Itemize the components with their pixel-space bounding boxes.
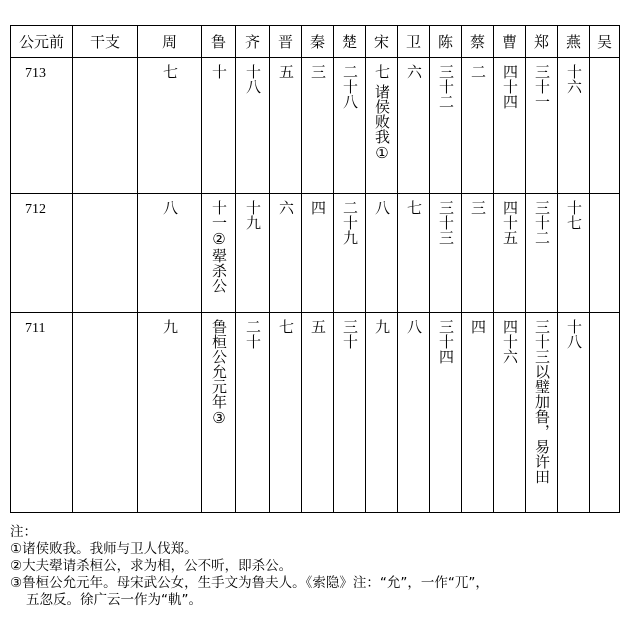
col-header-cao: 曹 xyxy=(494,26,526,58)
col-header-chu: 楚 xyxy=(334,26,366,58)
qin-cell: 三 xyxy=(302,58,334,194)
col-header-qin: 秦 xyxy=(302,26,334,58)
col-header-cai: 蔡 xyxy=(462,26,494,58)
lu-cell: 十一②翚杀公 xyxy=(202,194,236,313)
song-cell: 七 诸侯败我① xyxy=(366,58,398,194)
col-header-qi: 齐 xyxy=(236,26,270,58)
footnote-3: ③鲁桓公允元年。母宋武公女，生手文为鲁夫人。《索隐》注：“允”，一作“兀”， xyxy=(10,575,489,591)
yan-cell: 十七 xyxy=(558,194,590,313)
qi-cell: 十八 xyxy=(236,58,270,194)
chen-cell: 三十三 xyxy=(430,194,462,313)
jin-cell: 六 xyxy=(270,194,302,313)
year-cell: 712 xyxy=(11,194,73,313)
qi-cell: 二十 xyxy=(236,313,270,513)
col-header-ganzhi: 干支 xyxy=(73,26,138,58)
cao-cell: 四十六 xyxy=(494,313,526,513)
zheng-cell: 三十二 xyxy=(526,194,558,313)
col-header-song: 宋 xyxy=(366,26,398,58)
song-cell: 八 xyxy=(366,194,398,313)
qin-cell: 四 xyxy=(302,194,334,313)
col-header-zhou: 周 xyxy=(138,26,202,58)
zhou-cell: 九 xyxy=(138,313,202,513)
cai-cell: 三 xyxy=(462,194,494,313)
chu-cell: 三十 xyxy=(334,313,366,513)
zheng-cell: 三十一 xyxy=(526,58,558,194)
header-row xyxy=(11,26,620,58)
table-row xyxy=(11,194,620,313)
col-header-year: 公元前 xyxy=(11,26,73,58)
qi-cell: 十九 xyxy=(236,194,270,313)
zheng-cell: 三十三以璧加鲁，易许田 xyxy=(526,313,558,513)
wu-cell xyxy=(590,194,620,313)
ganzhi-cell xyxy=(73,58,138,194)
wu-cell xyxy=(590,313,620,513)
footnote-3-continued: 五忽反。徐广云一作为“軌”。 xyxy=(26,592,202,608)
zhou-cell: 八 xyxy=(138,194,202,313)
chronicle-table xyxy=(10,25,620,513)
chen-cell: 三十四 xyxy=(430,313,462,513)
cai-cell: 二 xyxy=(462,58,494,194)
cai-cell: 四 xyxy=(462,313,494,513)
wei-cell: 七 xyxy=(398,194,430,313)
wu-cell xyxy=(590,58,620,194)
yan-cell: 十六 xyxy=(558,58,590,194)
col-header-wei: 卫 xyxy=(398,26,430,58)
footnote-2: ②大夫翚请杀桓公，求为相，公不听，即杀公。 xyxy=(10,558,293,574)
col-header-yan: 燕 xyxy=(558,26,590,58)
year-cell: 711 xyxy=(11,313,73,513)
table-row xyxy=(11,313,620,513)
chen-cell: 三十二 xyxy=(430,58,462,194)
col-header-wu: 吴 xyxy=(590,26,620,58)
chu-cell: 二十八 xyxy=(334,58,366,194)
cao-cell: 四十四 xyxy=(494,58,526,194)
lu-cell: 十 xyxy=(202,58,236,194)
qin-cell: 五 xyxy=(302,313,334,513)
cao-cell: 四十五 xyxy=(494,194,526,313)
col-header-zheng: 郑 xyxy=(526,26,558,58)
ganzhi-cell xyxy=(73,313,138,513)
ganzhi-cell xyxy=(73,194,138,313)
wei-cell: 八 xyxy=(398,313,430,513)
chu-cell: 二十九 xyxy=(334,194,366,313)
col-header-jin: 晋 xyxy=(270,26,302,58)
year-cell: 713 xyxy=(11,58,73,194)
song-cell: 九 xyxy=(366,313,398,513)
footnotes xyxy=(10,524,622,609)
lu-cell: 鲁桓公允元年③ xyxy=(202,313,236,513)
table-row xyxy=(11,58,620,194)
zhou-cell: 七 xyxy=(138,58,202,194)
col-header-chen: 陈 xyxy=(430,26,462,58)
jin-cell: 七 xyxy=(270,313,302,513)
col-header-lu: 鲁 xyxy=(202,26,236,58)
jin-cell: 五 xyxy=(270,58,302,194)
yan-cell: 十八 xyxy=(558,313,590,513)
footnote-1: ①诸侯败我。我师与卫人伐郑。 xyxy=(10,541,198,557)
notes-heading: 注： xyxy=(10,524,37,540)
wei-cell: 六 xyxy=(398,58,430,194)
